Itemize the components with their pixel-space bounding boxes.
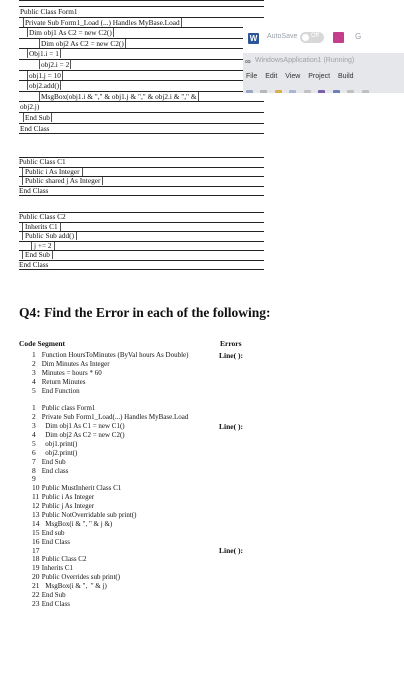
line-number: 9 xyxy=(32,474,36,484)
code-text: Function HoursToMinutes (ByVal hours As Double) xyxy=(41,351,189,359)
vs-menubar xyxy=(246,73,360,80)
table-row xyxy=(19,261,264,271)
line-number: 3 xyxy=(32,367,36,377)
list-item xyxy=(32,404,188,413)
list-item xyxy=(32,413,188,422)
line-number: 4 xyxy=(32,430,36,440)
line-number: 12 xyxy=(32,501,40,511)
code-line: obj2.j) xyxy=(20,102,40,112)
class-c2-table xyxy=(19,212,264,270)
code-text: Dim obj1 As C1 = new C1() xyxy=(41,422,125,431)
list-item xyxy=(32,449,188,458)
table-row xyxy=(19,92,264,103)
code-text: Public class Form1 xyxy=(41,404,96,413)
line-number: 3 xyxy=(32,421,36,431)
list-item xyxy=(32,582,188,591)
code-text: Inherits C1 xyxy=(41,564,74,573)
table-row xyxy=(19,157,264,168)
table-row xyxy=(19,39,264,50)
code-line: MsgBox(obj1.i & "," & obj1.j & "," & obj2.i & "," & xyxy=(41,91,197,101)
code-text: Public Overrides sub print() xyxy=(41,573,121,582)
line-number: 13 xyxy=(32,510,40,520)
vs-infinity-icon: ∞ xyxy=(245,57,251,66)
table-row xyxy=(19,71,264,82)
line-number: 19 xyxy=(32,563,40,573)
q4-heading: Q4: Find the Error in each of the following: xyxy=(19,305,271,320)
line-number: 15 xyxy=(32,527,40,537)
line-number: 17 xyxy=(32,545,40,555)
code-text: End Function xyxy=(41,386,80,395)
code-segment-heading: Code Segment xyxy=(19,339,66,348)
class-c1-line: Public shared j As Integer xyxy=(22,177,103,185)
save-all-icon[interactable] xyxy=(333,90,340,93)
list-item xyxy=(32,395,188,404)
error-line-field-1[interactable]: Line( ): xyxy=(219,351,243,360)
list-item xyxy=(32,351,188,360)
toggle-state-label: Off xyxy=(311,33,319,39)
save-file-icon[interactable] xyxy=(318,90,325,93)
list-item xyxy=(32,591,188,600)
line-number: 14 xyxy=(32,518,40,528)
class-c2-line: Public Sub add() xyxy=(22,232,77,240)
line-number: 5 xyxy=(32,385,36,395)
line-number: 5 xyxy=(32,438,36,448)
code-text: MsgBox(i & ", " & j &) xyxy=(41,519,113,528)
code-text: obj1.print() xyxy=(41,439,78,448)
list-item xyxy=(32,431,188,440)
vs-screenshot xyxy=(243,27,404,93)
code-text: obj2.print() xyxy=(41,448,78,457)
list-item xyxy=(32,573,188,582)
list-item xyxy=(32,484,188,493)
class-c1-line: Public i As Integer xyxy=(22,168,83,176)
line-number: 4 xyxy=(32,376,36,386)
list-item xyxy=(32,564,188,573)
menu-edit[interactable]: Edit xyxy=(265,73,278,80)
table-row xyxy=(19,102,264,113)
form1-code-table xyxy=(19,0,264,134)
line-number: 23 xyxy=(32,598,40,608)
table-row xyxy=(19,251,264,261)
code-text: Dim obj2 As C2 = new C2() xyxy=(41,431,125,440)
list-item xyxy=(32,360,188,369)
line-number: 21 xyxy=(32,581,40,591)
line-number: 10 xyxy=(32,483,40,493)
code-text: MsgBox(i & ", " & j) xyxy=(41,582,107,591)
error-line-field-3[interactable]: Line( ): xyxy=(219,546,243,555)
line-number: 1 xyxy=(32,350,36,359)
list-item xyxy=(32,369,188,378)
table-row xyxy=(19,60,264,71)
code-text: Public i As Integer xyxy=(41,493,95,502)
line-number: 22 xyxy=(32,590,40,600)
table-row xyxy=(19,242,264,252)
open-folder-icon[interactable] xyxy=(275,90,282,93)
toggle-knob xyxy=(302,34,309,41)
table-top-rule xyxy=(19,0,264,7)
table-row xyxy=(19,212,264,223)
table-row xyxy=(19,113,264,124)
code-line: End Sub xyxy=(25,112,50,122)
class-c1-line: End Class xyxy=(19,185,49,195)
line-number: 11 xyxy=(32,492,40,502)
table-row xyxy=(19,187,264,197)
code-text: Public j As Integer xyxy=(41,502,95,511)
autosave-toggle[interactable] xyxy=(300,32,324,43)
line-number: 8 xyxy=(32,465,36,475)
class-c2-line: Public Class C2 xyxy=(19,212,66,221)
table-row xyxy=(19,28,264,39)
list-item xyxy=(32,458,188,467)
class-c2-line: End Sub xyxy=(22,251,53,259)
table-row xyxy=(19,124,264,135)
code-text: Public NotOverridable sub print() xyxy=(41,511,137,520)
line-number: 2 xyxy=(32,358,36,368)
truncated-title-letter: G xyxy=(355,32,362,41)
code-text: Minutes = hours * 60 xyxy=(41,368,102,377)
line-number: 16 xyxy=(32,536,40,546)
dropdown-icon[interactable] xyxy=(304,90,311,93)
line-number: 6 xyxy=(32,447,36,457)
forward-icon[interactable] xyxy=(260,90,267,93)
table-row xyxy=(19,232,264,242)
code-line: obj2.i = 2 xyxy=(41,59,70,69)
code-line: Public Class Form1 xyxy=(20,7,78,16)
cut-icon[interactable] xyxy=(347,90,354,93)
line-number: 18 xyxy=(32,554,40,564)
list-item xyxy=(32,422,188,431)
code-text: Return Minutes xyxy=(41,377,86,386)
menu-view[interactable]: View xyxy=(285,73,301,80)
code-line: Dim obj2 As C2 = new C2() xyxy=(41,38,124,48)
list-item xyxy=(32,538,188,547)
list-item xyxy=(32,440,188,449)
code-line: Private Sub Form1_Load (...) Handles MyBase.Load xyxy=(25,17,180,27)
back-icon[interactable] xyxy=(246,90,253,93)
line-number: 20 xyxy=(32,572,40,582)
table-row xyxy=(19,49,264,60)
code-line: obj1.j = 10 xyxy=(29,70,61,80)
list-item xyxy=(32,529,188,538)
menu-project[interactable]: Project xyxy=(308,73,331,80)
error-line-field-2[interactable]: Line( ): xyxy=(219,422,243,431)
save-icon[interactable] xyxy=(333,32,344,43)
code-text: End Class xyxy=(41,599,70,608)
code-text: Private Sub Form1_Load(...) Handles MyBase.Load xyxy=(41,413,189,422)
table-row xyxy=(19,7,264,18)
autosave-label: AutoSave xyxy=(267,33,298,40)
code-text: End Sub xyxy=(41,457,66,466)
code-text: Dim Minutes As Integer xyxy=(41,359,110,368)
list-item xyxy=(32,511,188,520)
list-item xyxy=(32,502,188,511)
list-item xyxy=(32,600,188,609)
q4-code-listing xyxy=(32,351,188,609)
code-text: End class xyxy=(41,466,69,475)
errors-heading: Errors xyxy=(220,339,242,348)
list-item xyxy=(32,378,188,387)
menu-build[interactable]: Build xyxy=(338,73,354,80)
code-line: obj2.add() xyxy=(29,81,60,91)
class-c2-line: End Class xyxy=(19,259,49,269)
code-line: Dim obj1 As C2 = new C2() xyxy=(29,28,112,38)
table-row xyxy=(19,18,264,29)
code-line: End Class xyxy=(20,123,50,133)
code-text: End Sub xyxy=(41,591,66,600)
vs-toolbar xyxy=(246,84,404,93)
class-c2-line: j += 2 xyxy=(31,242,55,250)
word-app-icon: W xyxy=(249,34,258,43)
list-item xyxy=(32,520,188,529)
vs-app-title: WindowsApplication1 (Running) xyxy=(255,57,355,64)
menu-file[interactable]: File xyxy=(246,73,258,80)
code-text: End Class xyxy=(41,537,70,546)
class-c1-line: Public Class C1 xyxy=(19,157,66,166)
code-text: Public MustInherit Class C1 xyxy=(41,484,122,493)
code-text: End sub xyxy=(41,528,65,537)
line-number: 7 xyxy=(32,456,36,466)
list-item xyxy=(32,493,188,502)
line-number: 2 xyxy=(32,412,36,422)
new-item-icon[interactable] xyxy=(289,90,296,93)
code-line: Obj1.i = 1 xyxy=(29,49,59,59)
class-c2-line: Inherits C1 xyxy=(22,223,61,231)
table-row xyxy=(19,81,264,92)
class-c1-table xyxy=(19,157,264,196)
list-item xyxy=(32,467,188,476)
code-text: Public Class C2 xyxy=(41,555,87,564)
list-item xyxy=(32,387,188,396)
table-row xyxy=(19,177,264,187)
line-number: 1 xyxy=(32,403,36,413)
copy-icon[interactable] xyxy=(362,90,369,93)
